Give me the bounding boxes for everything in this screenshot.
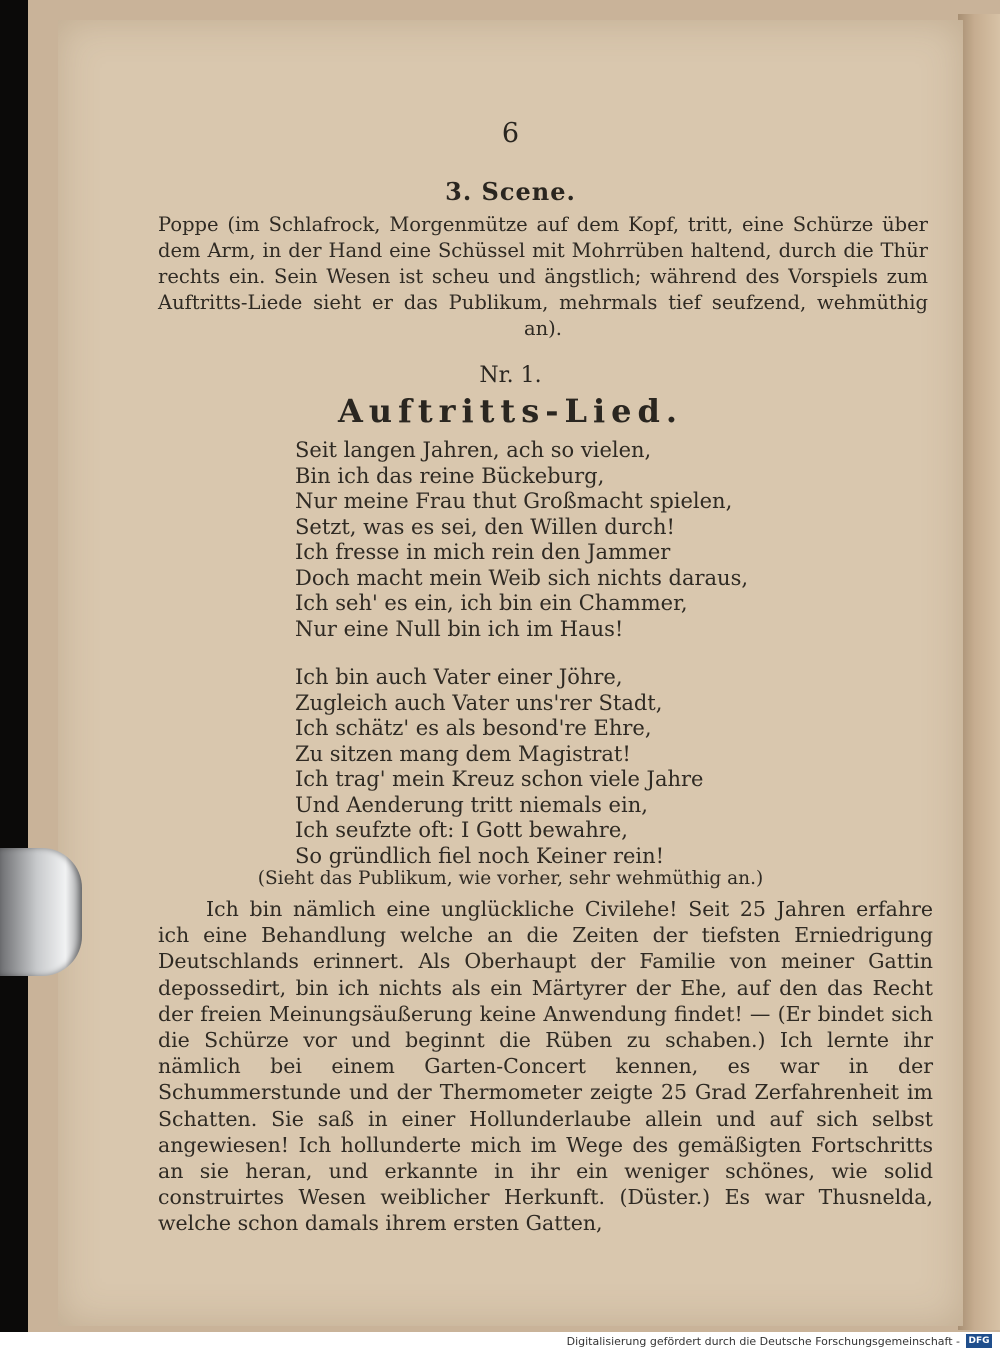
verse-line: Nur meine Frau thut Großmacht spielen,: [295, 489, 733, 513]
next-page-edge: [958, 14, 1000, 1330]
book-page: [58, 20, 963, 1326]
stanza-2: [295, 665, 815, 869]
page-clip: [0, 848, 82, 976]
verse-line: Doch macht mein Weib sich nichts daraus,: [295, 565, 749, 590]
verse-line: Ich bin auch Vater einer Jöhre,: [295, 665, 623, 689]
stage-direction: Poppe (im Schlafrock, Morgenmütze auf dem Kopf, tritt, eine Schürze über dem Arm, in der Hand eine Schüssel mit Mohrrüben haltend, durch die Thür rechts ein. Sein Wesen ist scheu und ängstlich; während des Vorspiels zum Auftritts-Liede sieht er das Publikum, mehrmals tief seufzend, wehmüthig an).: [158, 213, 928, 340]
verse-line: Und Aenderung tritt niemals ein,: [295, 792, 648, 817]
verse-line: Bin ich das reine Bückeburg,: [295, 463, 605, 488]
verse-line: Zugleich auch Vater uns'rer Stadt,: [295, 690, 663, 715]
verse-line: Ich fresse in mich rein den Jammer: [295, 540, 671, 564]
stage-note: (Sieht das Publikum, wie vorher, sehr wehmüthig an.): [257, 868, 764, 889]
song-title: Auftritts-Lied.: [337, 392, 684, 430]
dfg-logo: DFG: [966, 1334, 992, 1348]
song-number: Nr. 1.: [479, 363, 542, 388]
funding-notice: Digitalisierung gefördert durch die Deutsche Forschungsgemeinschaft -: [566, 1335, 960, 1348]
stanza-1: [295, 438, 815, 642]
verse-line: Ich seh' es ein, ich bin ein Chammer,: [295, 591, 688, 615]
verse-line: Ich trag' mein Kreuz schon viele Jahre: [295, 767, 704, 791]
verse-line: Seit langen Jahren, ach so vielen,: [295, 438, 652, 462]
page-number: 6: [501, 118, 520, 149]
verse-line: Ich seufzte oft: I Gott bewahre,: [295, 818, 628, 842]
verse-line: So gründlich fiel noch Keiner rein!: [295, 843, 665, 868]
verse-line: Ich schätz' es als besond're Ehre,: [295, 716, 652, 740]
verse-line: Setzt, was es sei, den Willen durch!: [295, 514, 675, 539]
verse-line: Nur eine Null bin ich im Haus!: [295, 616, 624, 641]
verse-line: Zu sitzen mang dem Magistrat!: [295, 741, 631, 766]
scene-heading: 3. Scene.: [445, 177, 576, 206]
prose-paragraph: Ich bin nämlich eine unglückliche Civilehe! Seit 25 Jahren erfahre ich eine Behandlung welche an die Zeiten der tiefsten Erniedrigung Deutschlands erinnert. Als Oberhaupt der Familie von meiner Gattin depossedirt, bin ich nichts als ein Märtyrer der Ehe, auf den das Recht der freien Meinungsäußerung keine Anwendung findet! — (Er bindet sich die Schürze vor und beginnt die Rüben zu schaben.) Ich lernte ihr nämlich bei einem Garten-Concert kennen, es war in der Schummerstunde und der Thermometer zeigte 25 Grad Zerfahrenheit im Schatten. Sie saß in einer Hollunderlaube allein und auf sich selbst angewiesen! Ich hollunderte mich im Wege des gemäßigten Fortschritts an sie heran, und erkannte in ihr ein weniger schönes, wie solid construirtes Wesen weiblicher Herkunft. (Düster.) Es war Thusnelda, welche schon damals ihrem ersten Gatten,: [158, 897, 933, 1236]
